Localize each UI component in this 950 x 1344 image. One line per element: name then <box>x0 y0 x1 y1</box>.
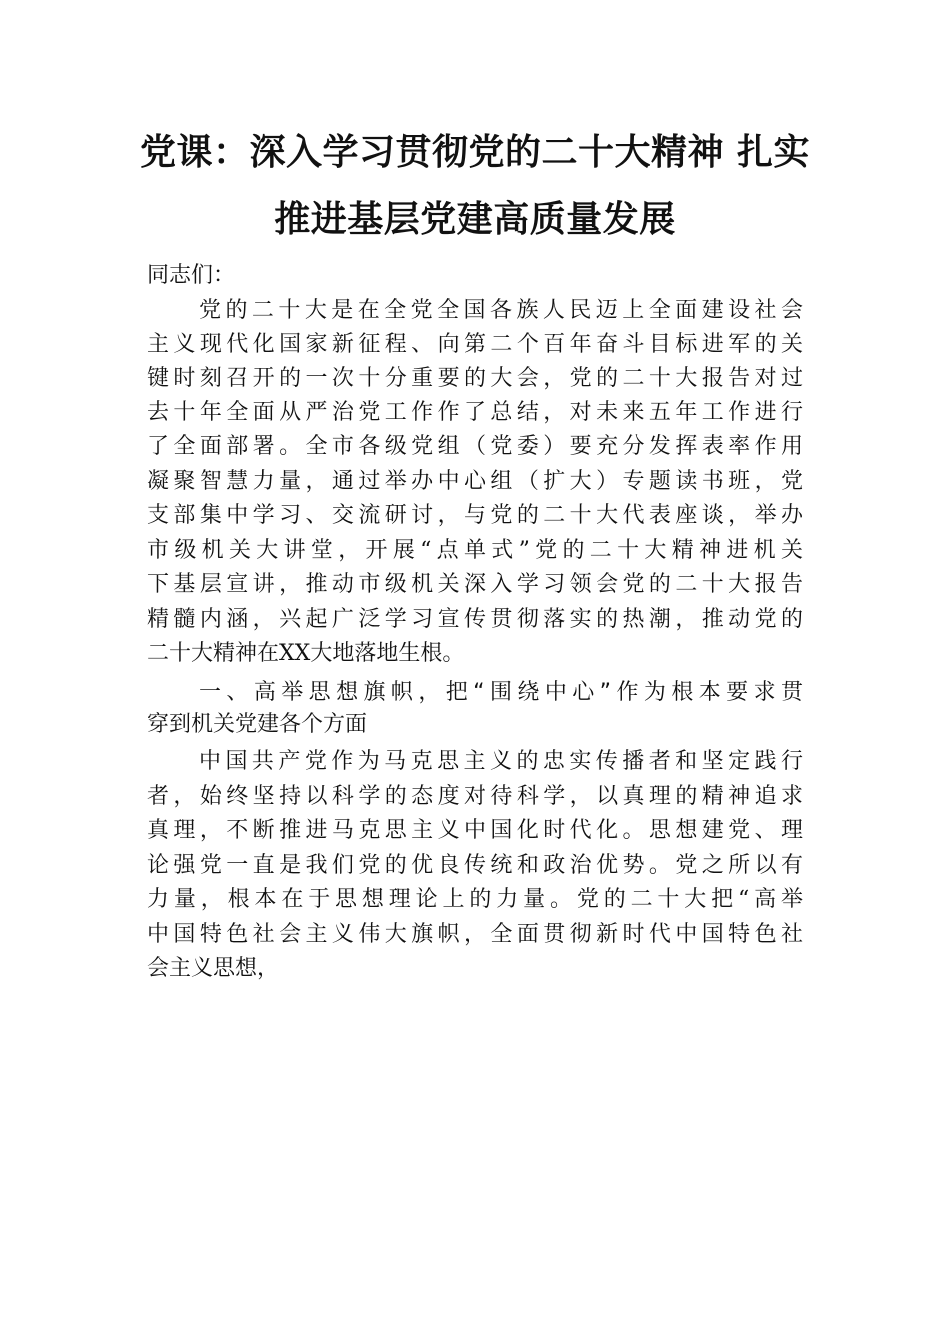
paragraph-1-line: 主义现代化国家新征程、向第二个百年奋斗目标进军的关 <box>147 332 803 357</box>
paragraph-1-line: 党的二十大是在全党全国各族人民迈上全面建设社会 <box>199 298 803 323</box>
paragraph-1-line: 支部集中学习、交流研讨，与党的二十大代表座谈，举办 <box>147 503 803 528</box>
paragraph-2-line: 者，始终坚持以科学的态度对待科学，以真理的精神追求 <box>147 784 803 809</box>
paragraph-1-line: 精髓内涵，兴起广泛学习宣传贯彻落实的热潮，推动党的 <box>147 607 803 632</box>
paragraph-1-line: 市级机关大讲堂，开展“点单式”党的二十大精神进机关 <box>147 538 803 563</box>
section-heading-line: 一、高举思想旗帜，把“围绕中心”作为根本要求贯 <box>199 680 803 705</box>
section-heading-line: 穿到机关党建各个方面 <box>147 712 368 737</box>
paragraph-2-line: 中国特色社会主义伟大旗帜，全面贯彻新时代中国特色社 <box>147 922 803 947</box>
document-title-line-1: 党课：深入学习贯彻党的二十大精神 扎实 <box>139 132 811 173</box>
paragraph-2-line: 论强党一直是我们党的优良传统和政治优势。党之所以有 <box>147 853 803 878</box>
paragraph-2-line: 中国共产党作为马克思主义的忠实传播者和坚定践行 <box>199 749 803 774</box>
document-title-line-2: 推进基层党建高质量发展 <box>274 199 676 240</box>
paragraph-2-line: 力量，根本在于思想理论上的力量。党的二十大把“高举 <box>147 887 803 912</box>
paragraph-1-line: 了全面部署。全市各级党组（党委）要充分发挥表率作用 <box>147 434 803 459</box>
salutation: 同志们： <box>147 263 236 288</box>
paragraph-1-line: 去十年全面从严治党工作作了总结，对未来五年工作进行 <box>147 400 803 425</box>
paragraph-1-line: 凝聚智慧力量，通过举办中心组（扩大）专题读书班，党 <box>147 469 803 494</box>
paragraph-1-line: 下基层宣讲，推动市级机关深入学习领会党的二十大报告 <box>147 572 803 597</box>
paragraph-2-line: 真理，不断推进马克思主义中国化时代化。思想建党、理 <box>147 818 803 843</box>
paragraph-1-line: 二十大精神在XX大地落地生根。 <box>147 641 465 666</box>
paragraph-2-line: 会主义思想， <box>147 956 280 981</box>
paragraph-1-line: 键时刻召开的一次十分重要的大会，党的二十大报告对过 <box>147 366 803 391</box>
